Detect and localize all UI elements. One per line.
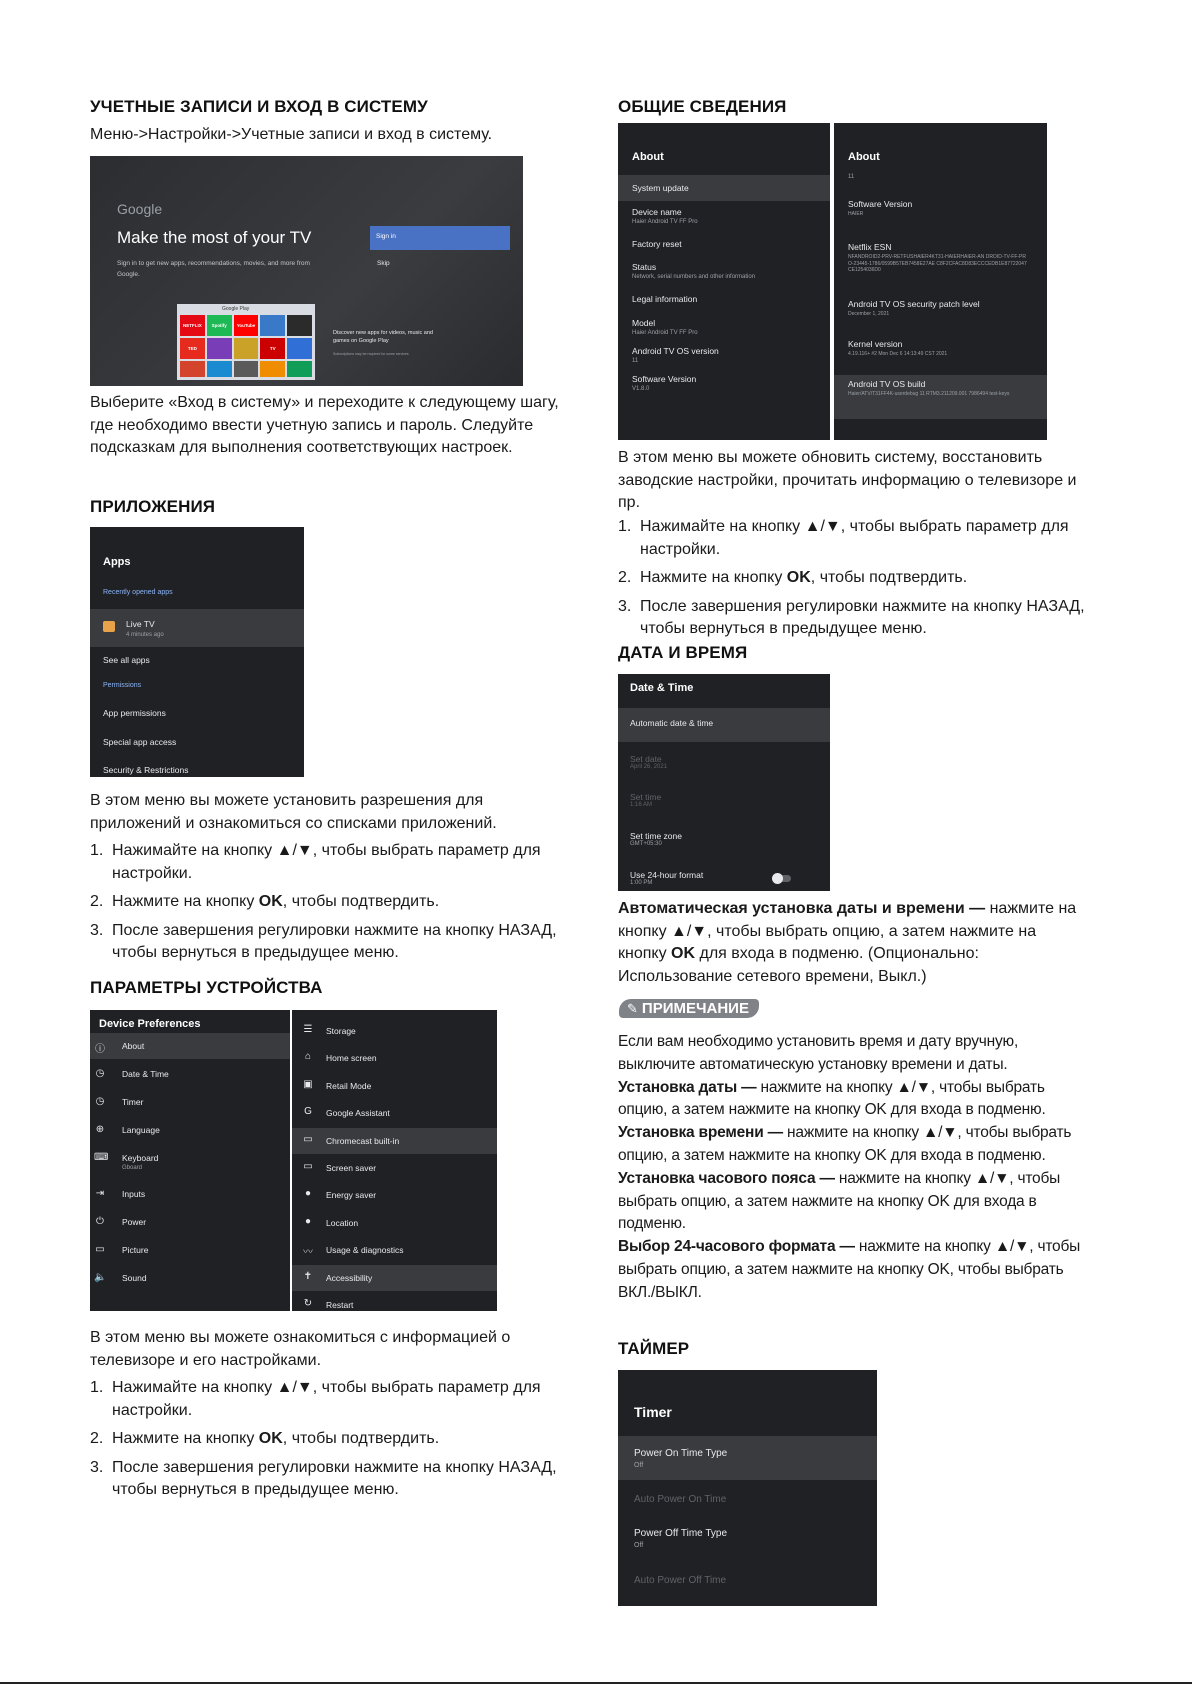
about-header-a: About xyxy=(632,151,664,163)
menu-icon: ⇥ xyxy=(95,1188,105,1199)
list-item: 3. После завершения регулировки нажмите на кнопку НАЗАД, чтобы вернуться в предыдущее меню. xyxy=(90,921,557,961)
auto-power-off-item[interactable]: Auto Power Off Time xyxy=(634,1575,727,1586)
paperclip-icon: ✎ xyxy=(627,1001,638,1016)
about-item-label: Android TV OS version xyxy=(632,345,719,356)
list-item: 2. Нажмите на кнопку OK, чтобы подтвердить. xyxy=(90,893,440,910)
about-item-label: Android TV OS build xyxy=(848,379,926,389)
menu-icon: ☰ xyxy=(303,1024,313,1035)
use-24-hour-item[interactable] xyxy=(630,870,703,886)
note-label: ПРИМЕЧАНИЕ xyxy=(641,1000,749,1017)
set-time-sub: 1:16 AM xyxy=(630,802,653,808)
about-item[interactable] xyxy=(618,258,830,284)
note-text: Если вам необходимо установить время и дату вручную, выключите автоматическую установку времени и даты. xyxy=(618,1033,1019,1073)
menu-sub: Gboard xyxy=(122,1165,143,1171)
page-bottom-rule xyxy=(0,1682,1192,1684)
list-item: 2. Нажмите на кнопку OK, чтобы подтвердить. xyxy=(90,1430,440,1447)
about-item[interactable] xyxy=(834,335,1047,371)
menu-label: Google Assistant xyxy=(326,1108,390,1119)
menu-icon: ◷ xyxy=(95,1068,105,1079)
about-item[interactable] xyxy=(834,295,1047,331)
list-item: 2. Нажмите на кнопку OK, чтобы подтвердить. xyxy=(618,569,968,586)
menu-icon: ▭ xyxy=(95,1244,105,1255)
about-item[interactable] xyxy=(618,314,830,340)
about-item-sub: V1.8.0 xyxy=(632,385,650,392)
menu-label: Sound xyxy=(122,1273,147,1283)
about-b-top-sub: 11 xyxy=(848,174,855,180)
device-prefs-screenshot-right xyxy=(292,1010,497,1311)
menu-item[interactable] xyxy=(292,1265,497,1291)
menu-item[interactable] xyxy=(292,1210,497,1236)
menu-icon: ✝ xyxy=(303,1270,313,1282)
signin-headline: Make the most of your TV xyxy=(117,228,312,247)
app-tile xyxy=(234,338,259,359)
menu-icon: ↻ xyxy=(303,1298,313,1309)
use-24-hour-label: Use 24-hour format xyxy=(630,870,704,880)
auto-date-time-item[interactable] xyxy=(618,708,830,742)
menu-label: Timer xyxy=(122,1097,144,1107)
auto-date-bold: Автоматическая установка даты и времени — xyxy=(618,900,986,917)
menu-item[interactable] xyxy=(292,1128,497,1154)
about-item-label: Netflix ESN xyxy=(848,242,892,252)
auto-power-on-item[interactable]: Auto Power On Time xyxy=(634,1494,727,1505)
menu-icon: ▣ xyxy=(303,1078,313,1090)
about-item-sub: December 1, 2021 xyxy=(848,311,890,317)
sidebar-item[interactable] xyxy=(90,1265,290,1291)
app-tile: Spotify xyxy=(207,315,232,336)
about-item-sub: 11 xyxy=(632,357,639,364)
about-item-label: Android TV OS security patch level xyxy=(848,299,980,309)
use-24-hour-toggle[interactable] xyxy=(773,875,791,882)
set-time-zone-sub: GMT+05:30 xyxy=(630,841,662,847)
auto-date-paragraph: Автоматическая установка даты и времени — нажмите на кнопку ▲/▼, чтобы выбрать опцию, а затем нажмите на кнопку OK для входа в подменю. (Опционально: Использование сетевого времени, Выкл.) xyxy=(618,900,1077,985)
permissions-category: Permissions xyxy=(103,682,142,689)
security-restrictions[interactable]: Security & Restrictions xyxy=(103,765,189,775)
apps-heading: ПРИЛОЖЕНИЯ xyxy=(90,497,216,516)
about-item[interactable] xyxy=(834,195,1047,229)
about-item-sub: HAIER xyxy=(848,211,864,217)
device-heading: ПАРАМЕТРЫ УСТРОЙСТВА xyxy=(90,978,323,997)
menu-label: Screen saver xyxy=(326,1163,377,1173)
skip-button[interactable]: Skip xyxy=(377,260,390,267)
timer-header: Timer xyxy=(634,1404,672,1420)
auto-date-time-label: Automatic date & time xyxy=(630,718,714,728)
timer-heading: ТАЙМЕР xyxy=(618,1339,690,1358)
set-date-item[interactable] xyxy=(630,754,667,770)
general-heading: ОБЩИЕ СВЕДЕНИЯ xyxy=(618,97,787,116)
play-store-panel xyxy=(177,304,315,380)
live-tv-label: Live TV xyxy=(126,619,155,629)
app-tile: TV xyxy=(260,338,285,359)
sidebar-item[interactable] xyxy=(90,1061,290,1087)
set-date-label: Set date xyxy=(630,754,662,764)
about-item-label: Legal information xyxy=(632,294,698,305)
menu-label: Keyboard xyxy=(122,1153,159,1163)
about-item-sub: Haier/ATV/T31FF4K-userdebug 11 RTM3.211209.001 7986494 test-keys xyxy=(848,391,1010,397)
about-item-label: System update xyxy=(632,183,689,193)
menu-icon: ● xyxy=(304,1215,312,1227)
recent-apps-category: Recently opened apps xyxy=(103,589,173,596)
menu-icon: ⓘ xyxy=(95,1044,105,1055)
apps-steps xyxy=(90,840,560,971)
sign-in-label: Sign in xyxy=(376,233,396,240)
about-item[interactable] xyxy=(618,203,830,229)
google-signin-screenshot xyxy=(90,156,523,386)
menu-item[interactable] xyxy=(292,1018,497,1044)
see-all-apps[interactable]: See all apps xyxy=(103,655,150,665)
live-tv-sub: 4 minutes ago xyxy=(126,632,164,638)
about-item-label: Software Version xyxy=(632,373,697,384)
menu-label: Chromecast built-in xyxy=(326,1135,400,1146)
menu-item[interactable] xyxy=(292,1292,497,1311)
sidebar-item[interactable] xyxy=(90,1181,290,1207)
about-item-sub: Haier Android TV FF Pro xyxy=(632,330,698,336)
set-time-zone-label: Set time zone xyxy=(630,831,682,841)
device-prefs-screenshot-left xyxy=(90,1010,290,1311)
google-play-label: Google Play xyxy=(222,306,250,312)
set-time-label: Set time xyxy=(630,792,662,802)
about-item[interactable] xyxy=(618,342,830,368)
app-tile xyxy=(260,315,285,336)
use-24-hour-sub: 1:00 PM xyxy=(630,880,653,886)
sidebar-item[interactable] xyxy=(90,1145,290,1179)
google-logo: Google xyxy=(117,201,163,217)
apps-screenshot xyxy=(90,527,304,777)
device-text: В этом меню вы можете ознакомиться с информацией о телевизоре и его настройками. xyxy=(90,1329,511,1369)
device-steps xyxy=(90,1377,560,1508)
menu-icon: 🔈 xyxy=(94,1272,107,1283)
menu-item[interactable] xyxy=(292,1100,497,1126)
app-tile xyxy=(207,338,232,359)
menu-label: Power xyxy=(122,1217,147,1227)
app-tile: NETFLIX xyxy=(180,315,205,336)
about-item-label: Model xyxy=(632,318,656,328)
power-on-type-label: Power On Time Type xyxy=(634,1448,728,1459)
app-tile xyxy=(287,315,312,336)
datetime-screenshot xyxy=(618,674,830,891)
sign-in-button[interactable] xyxy=(370,226,510,250)
general-text: В этом меню вы можете обновить систему, восстановить заводские настройки, прочитать информацию о телевизоре и пр. xyxy=(618,449,1077,511)
note-set-zone: Установка часового пояса — нажмите на кнопку ▲/▼, чтобы выбрать опцию, а затем нажмите на кнопку OK для входа в подменю. xyxy=(618,1169,1061,1233)
power-on-type-sub: Off xyxy=(634,1462,644,1469)
menu-label: Usage & diagnostics xyxy=(326,1245,404,1256)
accounts-heading: УЧЕТНЫЕ ЗАПИСИ И ВХОД В СИСТЕМУ xyxy=(90,97,428,116)
menu-icon: G xyxy=(304,1106,312,1118)
timer-screenshot xyxy=(618,1370,877,1606)
menu-label: Date & Time xyxy=(122,1069,169,1079)
menu-label: Storage xyxy=(326,1026,356,1036)
app-permissions[interactable]: App permissions xyxy=(103,708,166,718)
about-item-label: Status xyxy=(632,262,657,273)
datetime-heading: ДАТА И ВРЕМЯ xyxy=(618,643,748,662)
fine-print: Subscriptions may be required for some services xyxy=(333,352,409,356)
menu-icon: ⌨ xyxy=(94,1152,109,1163)
menu-icon: ⌂ xyxy=(304,1051,312,1063)
menu-item[interactable] xyxy=(292,1073,497,1099)
about-item-label: Device name xyxy=(632,206,682,217)
app-tile xyxy=(234,361,259,377)
set-date-sub: April 26, 2021 xyxy=(630,764,668,770)
sidebar-item[interactable] xyxy=(90,1089,290,1115)
menu-label: Inputs xyxy=(122,1189,146,1199)
apps-text: В этом меню вы можете установить разрешения для приложений и ознакомиться со списками приложений. xyxy=(90,792,497,832)
sidebar-item[interactable] xyxy=(90,1117,290,1143)
power-off-type-item[interactable] xyxy=(634,1528,727,1549)
live-tv-item[interactable] xyxy=(90,609,304,647)
app-tile xyxy=(287,361,312,377)
discover-text: Discover new apps for videos, music and games on Google Play xyxy=(333,330,433,344)
note-set-date: Установка даты — нажмите на кнопку ▲/▼, чтобы выбрать опцию, а затем нажмите на кнопку OK для входа в подменю. xyxy=(618,1078,1046,1119)
about-item-sub: Network, serial numbers and other information xyxy=(632,274,756,281)
power-off-type-label: Power Off Time Type xyxy=(634,1528,728,1539)
set-time-item[interactable] xyxy=(630,792,661,808)
about-item[interactable] xyxy=(834,375,1047,419)
about-item-label: Software Version xyxy=(848,199,913,209)
about-item-sub: 4.19.116+ #2 Mon Dec 6 14:13:49 CST 2021 xyxy=(848,351,948,357)
about-item[interactable] xyxy=(834,238,1047,290)
menu-icon: ▭ xyxy=(303,1161,313,1172)
about-item-label: Factory reset xyxy=(632,238,682,249)
menu-icon: ⏻ xyxy=(96,1216,104,1227)
live-tv-icon xyxy=(103,621,115,632)
menu-icon: 〰 xyxy=(303,1247,313,1259)
menu-label: Location xyxy=(326,1217,359,1228)
app-tile xyxy=(287,338,312,359)
app-tile: YouTube xyxy=(234,315,259,336)
menu-item[interactable] xyxy=(292,1045,497,1071)
menu-label: Energy saver xyxy=(326,1190,377,1201)
list-item: 1. Нажимайте на кнопку ▲/▼, чтобы выбрать параметр для настройки. xyxy=(90,1379,541,1419)
app-tile xyxy=(180,361,205,377)
list-item: 1. Нажимайте на кнопку ▲/▼, чтобы выбрать параметр для настройки. xyxy=(90,842,541,882)
menu-icon: ◷ xyxy=(95,1096,105,1107)
note-body xyxy=(618,1031,1096,1305)
about-item-sub: NFANDROID2-PRV-RETFUSHAIER4KT31-HAIERHAIER-AN DROID-TV-FF-PRO-23445-1786/0599B57EB7458E27AE C8F2CFAC8D83ECCCEDB1E87722047CE1254036D0 xyxy=(848,254,1027,273)
menu-item[interactable] xyxy=(292,1237,497,1263)
list-item: 3. После завершения регулировки нажмите на кнопку НАЗАД, чтобы вернуться в предыдущее меню. xyxy=(90,1458,557,1498)
about-screenshot-b xyxy=(834,123,1047,440)
menu-icon: ▭ xyxy=(303,1133,313,1145)
sidebar-item[interactable] xyxy=(90,1209,290,1235)
about-item-sub: Haier Android TV FF Pro xyxy=(632,218,698,225)
set-time-zone-item[interactable] xyxy=(630,831,682,847)
menu-label: Restart xyxy=(326,1300,354,1310)
app-tile xyxy=(260,361,285,377)
list-item: 3. После завершения регулировки нажмите на кнопку НАЗАД, чтобы вернуться в предыдущее меню. xyxy=(618,597,1085,637)
signin-subtitle: Sign in to get new apps, recommendations, movies, and more from Google. xyxy=(117,260,310,278)
special-app-access[interactable]: Special app access xyxy=(103,737,177,747)
accounts-path: Меню->Настройки->Учетные записи и вход в систему. xyxy=(90,126,493,143)
accounts-text: Выберите «Вход в систему» и переходите к следующему шагу, где необходимо ввести учетную запись и пароль. Следуйте подсказкам для выполнения соответствующих настроек. xyxy=(90,394,559,456)
power-on-type-item[interactable] xyxy=(618,1436,877,1480)
general-steps xyxy=(618,516,1088,647)
menu-label: Retail Mode xyxy=(326,1080,372,1091)
datetime-header: Date & Time xyxy=(630,682,694,694)
note-set-time: Установка времени — нажмите на кнопку ▲/▼, чтобы выбрать опцию, а затем нажмите на кнопку OK для входа в подменю. xyxy=(618,1124,1072,1164)
menu-label: Home screen xyxy=(326,1053,377,1064)
sidebar-item[interactable] xyxy=(90,1033,290,1059)
apps-header: Apps xyxy=(103,556,131,568)
about-item[interactable] xyxy=(618,370,830,396)
menu-item[interactable] xyxy=(292,1182,497,1208)
about-header-b: About xyxy=(848,151,880,163)
menu-icon: ● xyxy=(304,1188,312,1200)
device-prefs-header: Device Preferences xyxy=(99,1018,201,1030)
menu-icon: ⊕ xyxy=(95,1124,105,1135)
app-tile: TED xyxy=(180,338,205,359)
about-item[interactable] xyxy=(618,286,830,312)
about-item[interactable] xyxy=(618,231,830,257)
menu-item[interactable] xyxy=(292,1155,497,1181)
power-off-type-sub: Off xyxy=(634,1542,644,1549)
list-item: 1. Нажимайте на кнопку ▲/▼, чтобы выбрать параметр для настройки. xyxy=(618,518,1069,558)
note-set-format: Выбор 24-часового формата — нажмите на кнопку ▲/▼, чтобы выбрать опцию, а затем нажмите на кнопку OK, чтобы выбрать ВКЛ./ВЫКЛ. xyxy=(618,1238,1081,1301)
about-item-label: Kernel version xyxy=(848,339,903,349)
app-tiles-grid xyxy=(180,315,312,377)
menu-label: Language xyxy=(122,1125,160,1135)
menu-label: About xyxy=(122,1041,145,1051)
app-tile xyxy=(207,361,232,377)
about-screenshot-a xyxy=(618,123,830,440)
menu-label: Picture xyxy=(122,1245,149,1255)
sidebar-item[interactable] xyxy=(90,1237,290,1263)
note-badge xyxy=(619,999,759,1018)
about-item[interactable] xyxy=(618,175,830,201)
menu-label: Accessibility xyxy=(326,1272,373,1283)
